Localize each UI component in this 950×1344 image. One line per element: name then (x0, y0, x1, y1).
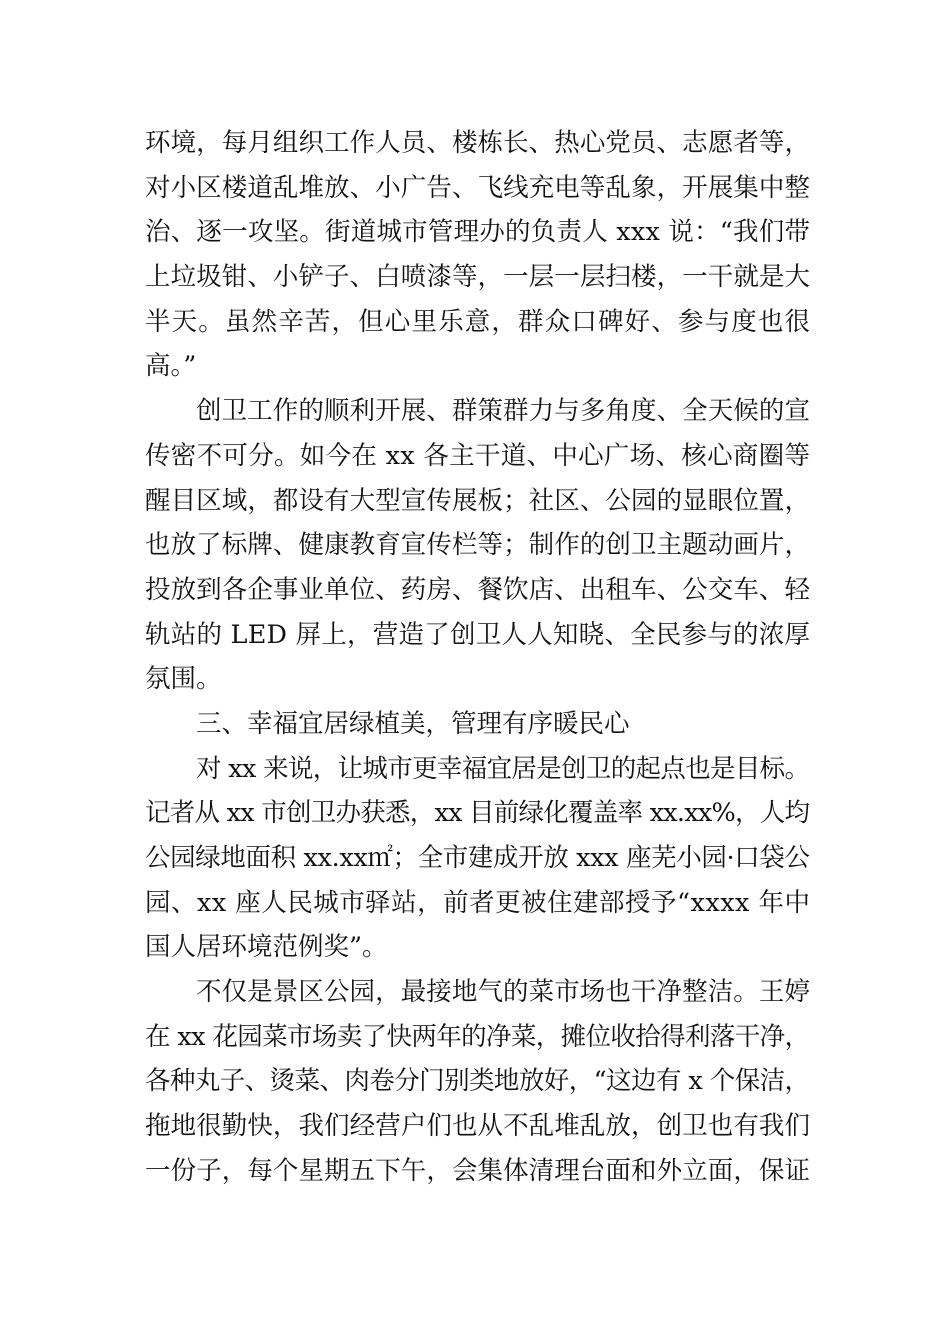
line-text: 醒目区域，都设有大型宣传展板；社区、公园的显眼位置， (145, 485, 811, 516)
text-line (145, 300, 810, 345)
text-line (145, 925, 810, 970)
text-line (145, 1104, 810, 1149)
section-heading (145, 702, 810, 747)
text-line (145, 970, 810, 1015)
text-line (145, 1059, 810, 1104)
text-line (145, 121, 810, 166)
line-text: 治、逐一攻坚。街道城市管理办的负责人 xxx 说：“我们带 (145, 217, 811, 248)
line-text: 拖地很勤快，我们经营户们也从不乱堆乱放，创卫也有我们 (145, 1111, 811, 1142)
text-line (145, 1015, 810, 1060)
text-line (145, 389, 810, 434)
line-text: 在 xx 花园菜市场卖了快两年的净菜，摊位收拾得利落干净， (145, 1021, 810, 1052)
line-text: 环境，每月组织工作人员、楼栋长、热心党员、志愿者等， (145, 128, 811, 158)
text-line (145, 836, 810, 881)
line-text: 氛围。 (145, 664, 222, 695)
line-text: 也放了标牌、健康教育宣传栏等；制作的创卫主题动画片， (145, 530, 811, 561)
line-text: 传密不可分。如今在 xx 各主干道、中心广场、核心商圈等 (145, 440, 811, 471)
line-text: 对小区楼道乱堆放、小广告、飞线充电等乱象，开展集中整 (145, 172, 811, 203)
line-text: 创卫工作的顺利开展、群策群力与多角度、全天候的宣 (196, 396, 811, 427)
line-text: 高。” (145, 351, 197, 382)
document-body (145, 121, 810, 1194)
text-line (145, 255, 810, 300)
text-line (145, 166, 810, 211)
line-text: 对 xx 来说，让城市更幸福宜居是创卫的起点也是目标。 (196, 753, 810, 784)
text-line (145, 210, 810, 255)
line-text: 园、xx 座人民城市驿站，前者更被住建部授予“xxxx 年中 (145, 887, 811, 918)
line-text: 一份子，每个星期五下午，会集体清理台面和外立面，保证 (145, 1155, 811, 1186)
text-line (145, 791, 810, 836)
heading-text: 三、幸福宜居绿植美，管理有序暖民心 (196, 708, 630, 739)
line-text: 公园绿地面积 xx.xx㎡；全市建成开放 xxx 座芜小园·口袋公 (145, 843, 810, 873)
line-text: 国人居环境范例奖”。 (145, 932, 388, 963)
text-line (145, 1149, 810, 1194)
text-line (145, 657, 810, 702)
line-text: 投放到各企事业单位、药房、餐饮店、出租车、公交车、轻 (145, 574, 811, 605)
text-line (145, 613, 810, 658)
line-text: 上垃圾钳、小铲子、白喷漆等，一层一层扫楼，一干就是大 (145, 262, 811, 293)
text-line (145, 747, 810, 792)
text-line (145, 434, 810, 479)
line-text: 不仅是景区公园，最接地气的菜市场也干净整洁。王婷 (196, 977, 811, 1008)
line-text: 轨站的 LED 屏上，营造了创卫人人知晓、全民参与的浓厚 (145, 619, 811, 650)
line-text: 各种丸子、烫菜、肉卷分门别类地放好，“这边有 x 个保洁， (145, 1066, 810, 1097)
text-line (145, 344, 810, 389)
text-line (145, 479, 810, 524)
text-line (145, 523, 810, 568)
line-text: 记者从 xx 市创卫办获悉，xx 目前绿化覆盖率 xx.xx%，人均 (145, 798, 810, 829)
line-text: 半天。虽然辛苦，但心里乐意，群众口碑好、参与度也很 (145, 306, 812, 337)
text-line (145, 568, 810, 613)
text-line (145, 881, 810, 926)
